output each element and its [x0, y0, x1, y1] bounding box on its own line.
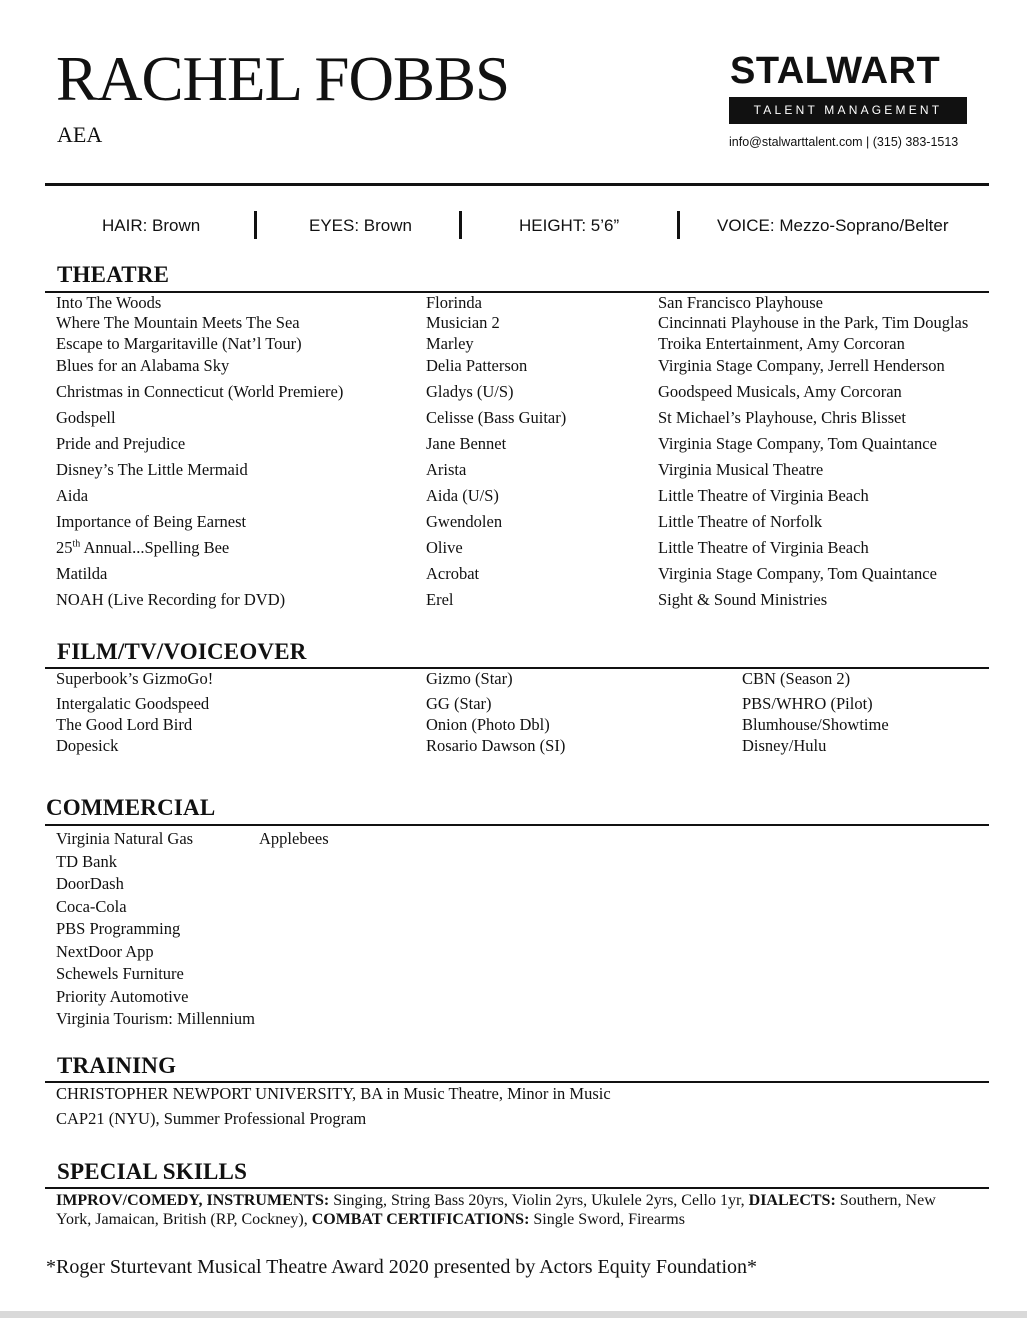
theatre-company: Goodspeed Musicals, Amy Corcoran	[658, 382, 902, 401]
theatre-company: Little Theatre of Virginia Beach	[658, 486, 869, 505]
film-title: Dopesick	[56, 736, 119, 755]
theatre-company: Virginia Stage Company, Tom Quaintance	[658, 434, 937, 453]
theatre-role: Musician 2	[426, 313, 500, 332]
film-role: Onion (Photo Dbl)	[426, 715, 550, 734]
theatre-company: St Michael’s Playhouse, Chris Blisset	[658, 408, 906, 427]
award-note: *Roger Sturtevant Musical Theatre Award 2020 presented by Actors Equity Foundation*	[46, 1256, 757, 1278]
film-title: Intergalatic Goodspeed	[56, 694, 210, 713]
training-divider	[45, 1081, 989, 1083]
film-role: Gizmo (Star)	[426, 669, 513, 688]
theatre-company: Little Theatre of Norfolk	[658, 512, 823, 531]
theatre-company: Virginia Stage Company, Tom Quaintance	[658, 564, 937, 583]
theatre-role: Jane Bennet	[426, 434, 507, 453]
theatre-role: Gladys (U/S)	[426, 382, 514, 401]
skills-value: Single Sword, Firearms	[529, 1211, 685, 1228]
film-role: GG (Star)	[426, 694, 492, 713]
theatre-show: Godspell	[56, 408, 116, 427]
theatre-role: Erel	[426, 590, 454, 609]
height-stat: HEIGHT: 5’6”	[519, 216, 620, 235]
theatre-show: Where The Mountain Meets The Sea	[56, 313, 300, 332]
film-title: Superbook’s GizmoGo!	[56, 669, 214, 688]
training-heading: TRAINING	[57, 1053, 177, 1078]
commercial-item: Priority Automotive	[56, 986, 189, 1006]
film-role: Rosario Dawson (SI)	[426, 736, 566, 755]
header-divider	[45, 183, 989, 186]
theatre-role: Arista	[426, 460, 467, 479]
film-heading: FILM/TV/VOICEOVER	[57, 639, 307, 664]
theatre-company: Little Theatre of Virginia Beach	[658, 538, 869, 557]
theatre-company: Virginia Musical Theatre	[658, 460, 824, 479]
commercial-heading: COMMERCIAL	[46, 795, 216, 820]
skills-value: Singing, String Bass 20yrs, Violin 2yrs, Ukulele 2yrs, Cello 1yr,	[329, 1192, 749, 1209]
theatre-show: Aida	[56, 486, 89, 505]
theatre-show: Importance of Being Earnest	[56, 512, 247, 531]
theatre-show: Disney’s The Little Mermaid	[56, 460, 248, 479]
commercial-item: TD Bank	[56, 851, 117, 871]
commercial-item: Virginia Natural Gas	[56, 829, 194, 848]
union-affiliation: AEA	[57, 122, 103, 147]
theatre-show: NOAH (Live Recording for DVD)	[56, 590, 286, 609]
film-network: PBS/WHRO (Pilot)	[742, 694, 873, 713]
commercial-item: Applebees	[259, 829, 329, 848]
commercial-item: DoorDash	[56, 874, 124, 893]
commercial-item: NextDoor App	[56, 941, 154, 961]
theatre-show: 25th Annual...Spelling Bee	[56, 538, 230, 557]
skills-divider	[45, 1187, 989, 1189]
theatre-company: Virginia Stage Company, Jerrell Henderson	[658, 356, 945, 375]
stat-separator	[677, 211, 680, 239]
theatre-role: Marley	[426, 334, 474, 353]
commercial-item: Schewels Furniture	[56, 964, 184, 983]
theatre-role: Celisse (Bass Guitar)	[426, 408, 567, 427]
hair-stat: HAIR: Brown	[102, 216, 201, 235]
actor-name: RACHEL FOBBS	[56, 44, 510, 114]
skills-label: COMBAT CERTIFICATIONS:	[311, 1211, 530, 1228]
film-network: Disney/Hulu	[742, 736, 827, 755]
eyes-stat: EYES: Brown	[309, 216, 412, 235]
theatre-company: Cincinnati Playhouse in the Park, Tim Douglas	[658, 313, 969, 332]
training-item: CAP21 (NYU), Summer Professional Program	[56, 1109, 367, 1128]
commercial-item: Coca-Cola	[56, 896, 127, 916]
film-title: The Good Lord Bird	[56, 715, 193, 734]
theatre-role: Olive	[426, 538, 463, 557]
theatre-show: Matilda	[56, 564, 108, 583]
theatre-show: Pride and Prejudice	[56, 434, 186, 453]
skills-label: IMPROV/COMEDY, INSTRUMENTS:	[56, 1192, 330, 1209]
commercial-divider	[45, 824, 989, 826]
theatre-role: Florinda	[426, 293, 482, 312]
agency-contact[interactable]: info@stalwarttalent.com | (315) 383-1513	[729, 135, 959, 149]
theatre-company: Sight & Sound Ministries	[658, 590, 828, 609]
training-item: CHRISTOPHER NEWPORT UNIVERSITY, BA in Music Theatre, Minor in Music	[56, 1084, 611, 1103]
theatre-role: Acrobat	[426, 564, 480, 583]
theatre-divider	[45, 291, 989, 293]
theatre-show: Escape to Margaritaville (Nat’l Tour)	[56, 334, 302, 353]
skills-label: DIALECTS:	[748, 1192, 836, 1209]
theatre-show: Into The Woods	[56, 293, 162, 312]
stat-separator	[254, 211, 257, 239]
theatre-company: San Francisco Playhouse	[658, 293, 823, 312]
commercial-item: Virginia Tourism: Millennium	[56, 1009, 255, 1028]
skills-text	[56, 1191, 956, 1229]
theatre-role: Gwendolen	[426, 512, 503, 531]
stat-separator	[459, 211, 462, 239]
theatre-show: Christmas in Connecticut (World Premiere)	[56, 382, 344, 401]
page-bottom-bar	[0, 1311, 1027, 1318]
theatre-heading: THEATRE	[57, 262, 170, 287]
theatre-role: Delia Patterson	[426, 356, 528, 375]
skills-value: Southern, New York, Jamaican, British (RP, Cockney),	[56, 1192, 936, 1228]
theatre-show: Blues for an Alabama Sky	[56, 356, 230, 375]
theatre-role: Aida (U/S)	[426, 486, 499, 505]
theatre-company: Troika Entertainment, Amy Corcoran	[658, 334, 905, 353]
skills-heading: SPECIAL SKILLS	[57, 1159, 248, 1184]
agency-logo-tagline: TALENT MANAGEMENT	[729, 97, 967, 124]
film-network: Blumhouse/Showtime	[742, 715, 889, 734]
voice-stat: VOICE: Mezzo-Soprano/Belter	[717, 216, 949, 235]
agency-logo-name: STALWART	[730, 50, 941, 92]
commercial-item: PBS Programming	[56, 919, 181, 938]
film-network: CBN (Season 2)	[742, 669, 851, 688]
